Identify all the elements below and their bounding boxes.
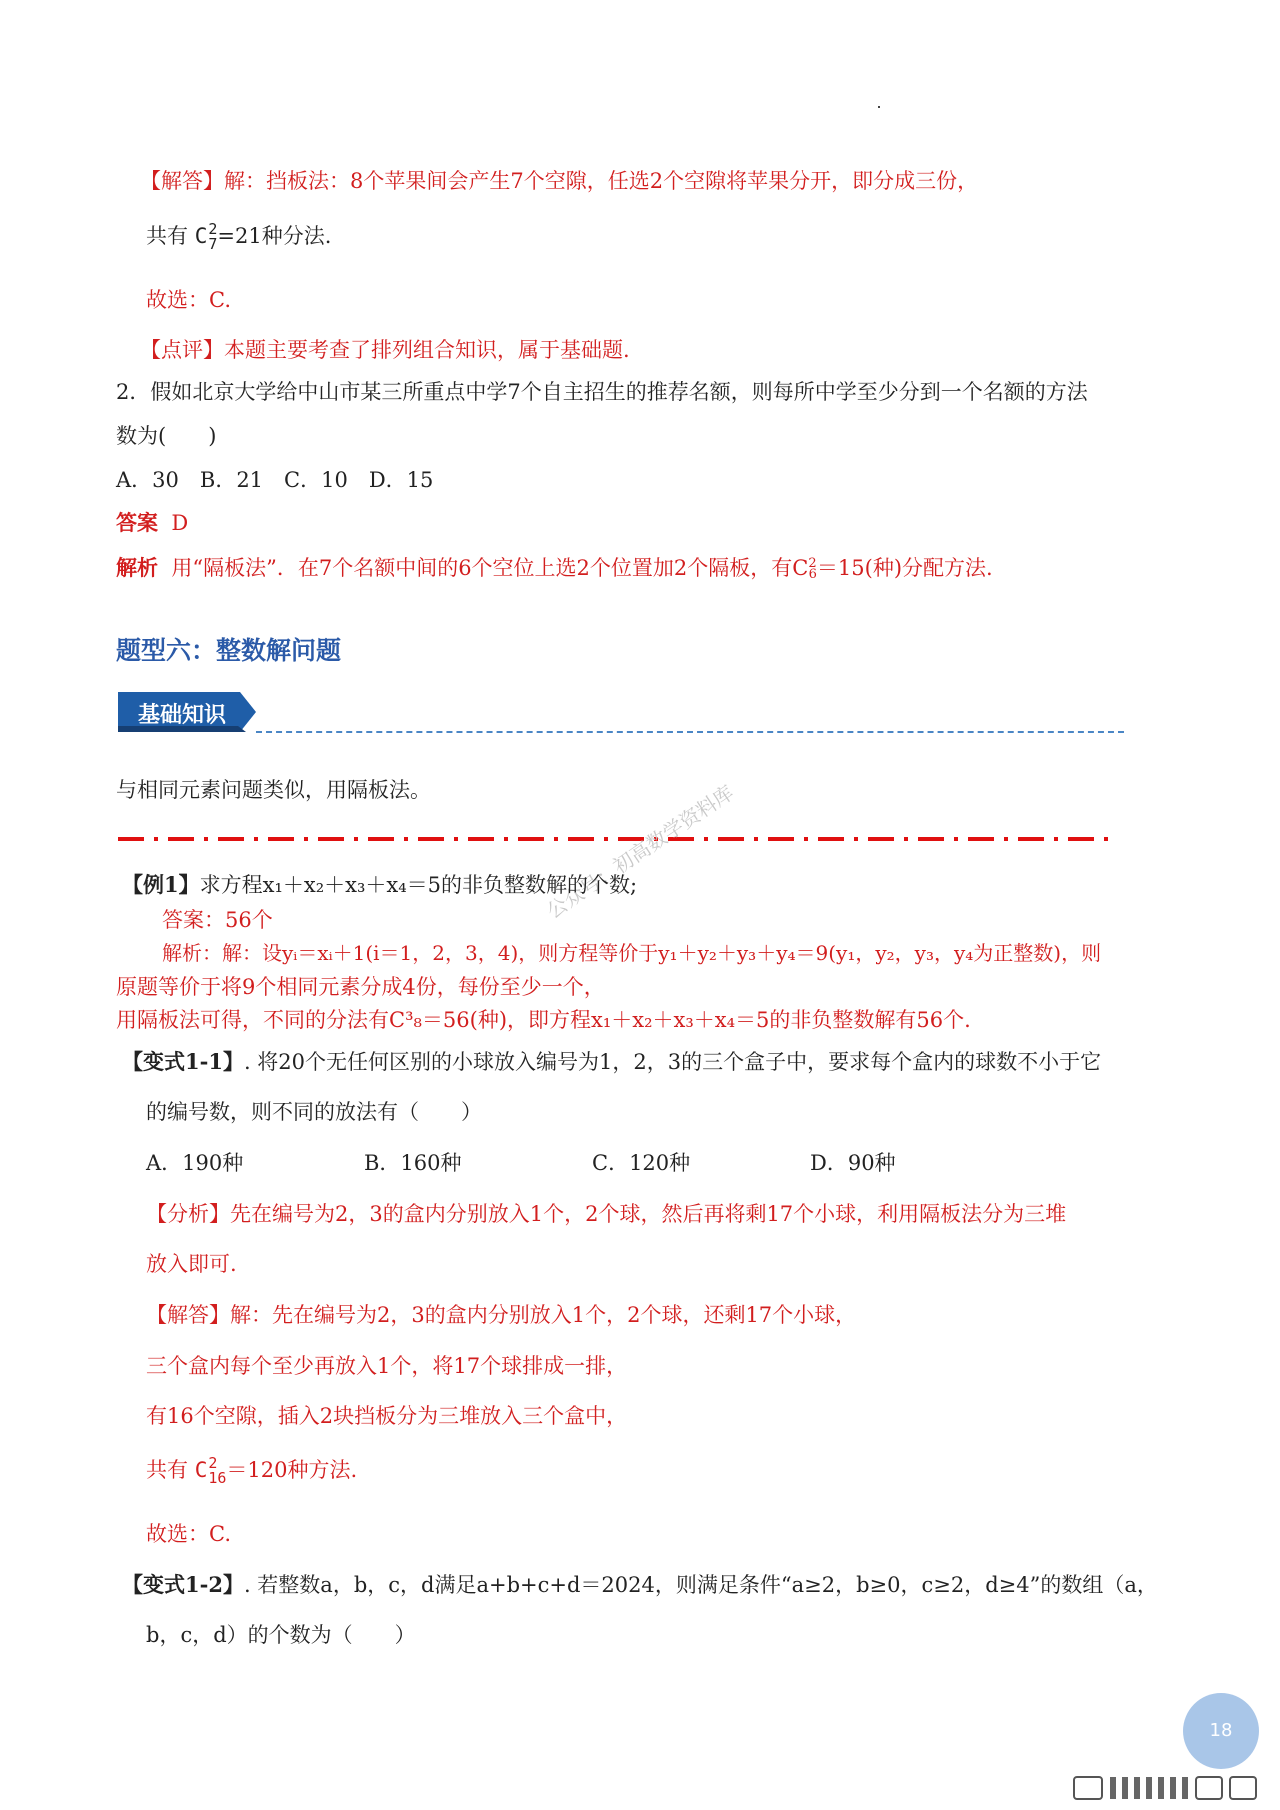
variant11-answer-text: 解：先在编号为2，3的盒内分别放入1个，2个球，还剩17个小球， bbox=[230, 1303, 857, 1327]
q2-stem-line2: 数为( ) bbox=[116, 424, 217, 448]
example1-analysis-line1: 解析：解：设yᵢ＝xᵢ＋1(i＝1，2，3，4)，则方程等价于y₁＋y₂＋y₃＋y₄＝9(y₁，y₂，y₃，y₄为正整数)，则 bbox=[162, 941, 1102, 965]
count-line bbox=[146, 221, 331, 252]
variant12-label: 【变式1-2】 bbox=[122, 1572, 244, 1597]
q2-answer bbox=[116, 508, 188, 538]
combination-symbol: C 2 16 bbox=[194, 1454, 227, 1487]
watermark: 公众号：初高数学资料库 bbox=[542, 780, 739, 924]
review-prefix: 【点评】 bbox=[140, 338, 224, 362]
variant12-text: . 若整数a，b，c，d满足a+b+c+d＝2024，则满足条件“a≥2，b≥0，c≥2，d≥4”的数组（a， bbox=[243, 1573, 1158, 1597]
variant11-opt-b: B．160种 bbox=[364, 1151, 462, 1175]
variant11-stem-line2: 的编号数，则不同的放法有（ ） bbox=[146, 1100, 482, 1124]
q2-stem-line1: 2．假如北京大学给中山市某三所重点中学7个自主招生的推荐名额，则每所中学至少分到一个名额的方法 bbox=[116, 380, 1088, 404]
q2-analysis-label: 解析 bbox=[116, 555, 158, 580]
q2-answer-value: D bbox=[171, 511, 189, 535]
variant11-analysis-prefix: 【分析】 bbox=[146, 1202, 230, 1226]
answer-prefix: 【解答】 bbox=[140, 169, 224, 193]
q2-answer-label: 答案 bbox=[116, 510, 158, 535]
answer-line bbox=[140, 166, 978, 196]
variant12-stem-line1 bbox=[122, 1570, 1158, 1600]
example1-stem bbox=[122, 870, 637, 900]
section-title: 题型六：整数解问题 bbox=[116, 636, 342, 665]
variant11-analysis-text: 先在编号为2，3的盒内分别放入1个，2个球，然后再将剩17个小球，利用隔板法分为三堆 bbox=[230, 1202, 1067, 1226]
variant11-text: . 将20个无任何区别的小球放入编号为1，2，3的三个盒子中，要求每个盒内的球数不小于它 bbox=[243, 1050, 1102, 1074]
variant11-choose: 故选：C. bbox=[146, 1522, 231, 1546]
dashed-rule bbox=[256, 731, 1124, 733]
bottom-decoration bbox=[1064, 1773, 1264, 1803]
variant12-stem-line2: b，c，d）的个数为（ ） bbox=[146, 1623, 416, 1647]
variant11-answer-line3: 有16个空隙，插入2块挡板分为三堆放入三个盒中， bbox=[146, 1404, 628, 1428]
stray-dot bbox=[878, 106, 880, 108]
example1-analysis-line2: 原题等价于将9个相同元素分成4份，每份至少一个， bbox=[116, 975, 605, 999]
example1-label: 【例1】 bbox=[122, 872, 200, 897]
q2-analysis: 解析 用“隔板法”．在7个名额中间的6个空位上选2个位置加2个隔板，有$C^2_6=15$(种)分配方法. bbox=[116, 555, 993, 582]
variant11-label: 【变式1-1】 bbox=[122, 1049, 244, 1074]
variant11-count-tail: ＝120种方法. bbox=[226, 1458, 358, 1482]
review-line bbox=[140, 335, 630, 365]
variant11-analysis-line2: 放入即可. bbox=[146, 1252, 237, 1276]
q2-analysis-tail: ＝15(种)分配方法. bbox=[816, 556, 993, 580]
example1-text: 求方程x₁＋x₂＋x₃＋x₄＝5的非负整数解的个数; bbox=[199, 873, 638, 897]
count-prefix: 共有 bbox=[146, 224, 188, 248]
variant11-analysis-line1 bbox=[146, 1199, 1066, 1229]
example1-answer: 答案：56个 bbox=[162, 908, 273, 932]
section-intro: 与相同元素问题类似，用隔板法。 bbox=[116, 778, 431, 802]
variant11-opt-c: C．120种 bbox=[592, 1151, 691, 1175]
review-text: 本题主要考查了排列组合知识，属于基础题. bbox=[224, 338, 630, 362]
tag-label: 基础知识 bbox=[138, 703, 227, 728]
variant11-stem-line1 bbox=[122, 1047, 1101, 1077]
q2-analysis-text: 用“隔板法”．在7个名额中间的6个空位上选2个位置加2个隔板，有C bbox=[171, 556, 809, 580]
q2-options: A．30 B．21 C．10 D．15 bbox=[116, 468, 434, 492]
variant11-opt-a: A．190种 bbox=[146, 1151, 244, 1175]
page-number: 18 bbox=[1183, 1693, 1259, 1769]
dash-dot-divider bbox=[118, 836, 1118, 842]
variant11-answer-line1 bbox=[146, 1300, 856, 1330]
example1-analysis-line3: 用隔板法可得，不同的分法有C³₈＝56(种)，即方程x₁＋x₂＋x₃＋x₄＝5的非负整数解有56个. bbox=[116, 1008, 971, 1032]
variant11-count-prefix: 共有 bbox=[146, 1458, 188, 1482]
variant11-answer-prefix: 【解答】 bbox=[146, 1303, 230, 1327]
variant11-opt-d: D．90种 bbox=[810, 1151, 896, 1175]
combination-symbol: C 2 7 bbox=[194, 220, 218, 253]
choose-line: 故选：C. bbox=[146, 288, 231, 312]
variant11-count-line bbox=[146, 1455, 357, 1486]
answer-text: 解：挡板法：8个苹果间会产生7个空隙，任选2个空隙将苹果分开，即分成三份， bbox=[224, 169, 979, 193]
count-tail: =21种分法. bbox=[217, 224, 332, 248]
variant11-answer-line2: 三个盒内每个至少再放入1个，将17个球排成一排， bbox=[146, 1354, 628, 1378]
